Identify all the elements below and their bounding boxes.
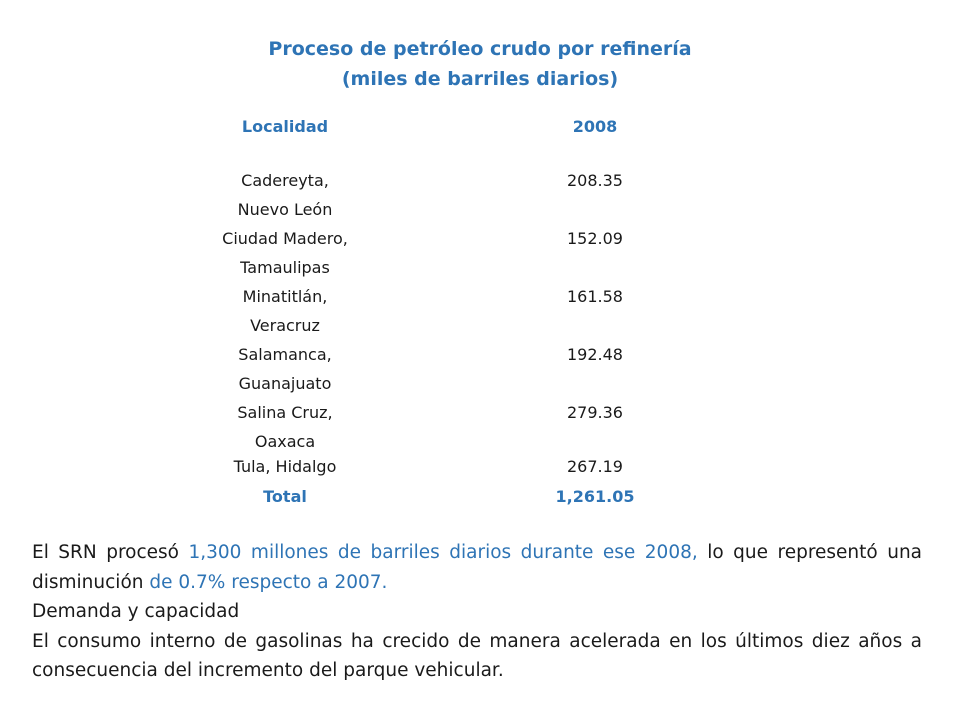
location-line-2: Tamaulipas: [240, 258, 330, 277]
location-line-1: Minatitlán,: [242, 287, 328, 306]
location-line-2: Guanajuato: [238, 374, 332, 393]
column-header-location: Localidad: [241, 117, 329, 136]
location-line-1: Tula, Hidalgo: [233, 457, 337, 476]
location-line-2: Oaxaca: [254, 432, 316, 451]
location-line-1: Salamanca,: [238, 345, 332, 364]
table-row-value: 152.09: [567, 229, 623, 248]
paragraph-consumption: El consumo interno de gasolinas ha crecido de manera acelerada en los últimos diez años a consecuencia del incremento del parque vehicular.: [32, 630, 922, 681]
location-line-2: Veracruz: [250, 316, 320, 335]
table-row-location: [185, 166, 385, 224]
highlight-text: de 0.7% respecto a 2007.: [149, 571, 388, 593]
title-line-1: Proceso de petróleo crudo por refinería: [268, 38, 692, 60]
table-row-value: 279.36: [567, 403, 623, 422]
page-title: [0, 34, 960, 94]
body-text: [32, 538, 922, 686]
table-row-location: [185, 282, 385, 340]
table-row-location: [185, 452, 385, 481]
paragraph-text: El SRN procesó: [32, 542, 189, 563]
highlight-text: 1,300 millones de barriles diarios durante ese 2008,: [188, 542, 698, 563]
column-header-year: 2008: [572, 117, 618, 136]
table-row-value: 161.58: [567, 287, 623, 306]
location-line-1: Ciudad Madero,: [222, 229, 348, 248]
table-row-value: 192.48: [567, 345, 623, 364]
section-heading: Demanda y capacidad: [32, 601, 240, 622]
table-row-value: 208.35: [567, 171, 623, 190]
total-label: Total: [263, 487, 307, 506]
paragraph-srn: [32, 538, 922, 597]
table-row-value: 267.19: [567, 457, 623, 476]
table-row-location: [185, 398, 385, 456]
title-line-2: (miles de barriles diarios): [341, 68, 619, 90]
table-row-location: [185, 224, 385, 282]
paragraph-text: lo que representó una disminución: [32, 542, 922, 593]
location-line-1: Salina Cruz,: [237, 403, 333, 422]
total-value: 1,261.05: [555, 487, 635, 506]
table-row-location: [185, 340, 385, 398]
location-line-2: Nuevo León: [237, 200, 333, 219]
location-line-1: Cadereyta,: [241, 171, 329, 190]
